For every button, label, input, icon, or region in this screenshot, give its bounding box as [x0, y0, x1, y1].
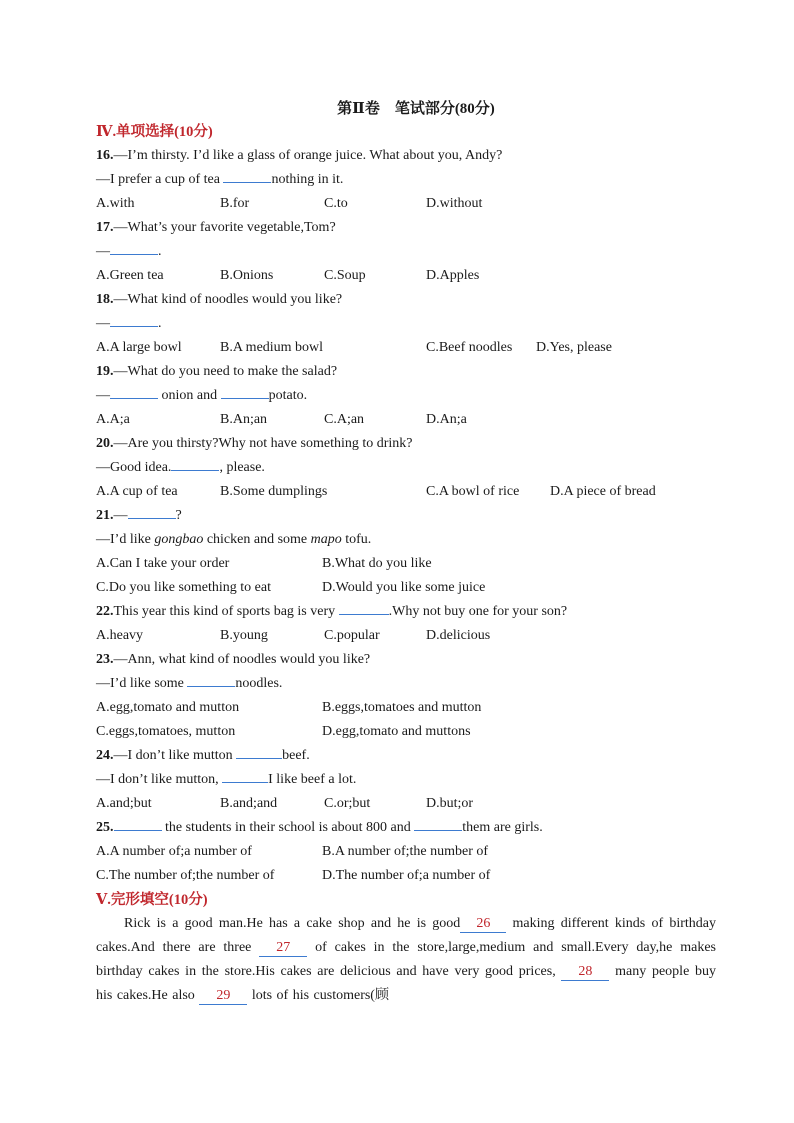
question-21-options-row2: [96, 576, 716, 600]
option-b[interactable]: B.Some dumplings: [220, 484, 328, 499]
passage-text: lots of his customers(顾: [247, 988, 389, 1003]
question-text: —: [96, 388, 110, 403]
question-25-stem: [96, 816, 716, 840]
question-20-options: [96, 480, 716, 504]
question-text: —I don’t like mutton: [113, 748, 237, 763]
passage-text: many people buy his cakes.He also: [96, 964, 716, 1003]
cloze-blank-29[interactable]: 29: [199, 988, 247, 1005]
question-text: .: [158, 316, 162, 331]
question-17-stem: [96, 216, 716, 240]
option-b[interactable]: B.A number of;the number of: [322, 844, 489, 859]
option-a[interactable]: A.A large bowl: [96, 340, 182, 355]
question-19-options: [96, 408, 716, 432]
dish-name: mapo: [310, 532, 342, 547]
question-16-options: [96, 192, 716, 216]
option-c[interactable]: C.A;an: [324, 412, 365, 427]
answer-blank[interactable]: [110, 240, 158, 255]
option-b[interactable]: B.young: [220, 628, 268, 643]
answer-blank[interactable]: [110, 384, 158, 399]
option-d[interactable]: D.The number of;a number of: [322, 868, 491, 883]
question-text: .: [158, 244, 162, 259]
question-17-line2: [96, 240, 716, 264]
question-text: —What do you need to make the salad?: [113, 364, 338, 379]
question-25-options-row1: [96, 840, 716, 864]
question-22-stem: [96, 600, 716, 624]
question-text: , please.: [219, 460, 265, 475]
question-21-stem: [96, 504, 716, 528]
question-number: 18.: [96, 292, 114, 307]
question-text: —I’d like: [96, 532, 155, 547]
option-d[interactable]: D.Would you like some juice: [322, 580, 486, 595]
option-d[interactable]: D.without: [426, 196, 483, 211]
question-text: —: [113, 508, 128, 523]
question-text: I like beef a lot.: [268, 772, 357, 787]
answer-blank[interactable]: [339, 600, 389, 615]
option-a[interactable]: A.heavy: [96, 628, 144, 643]
question-number: 20.: [96, 436, 114, 451]
question-text: —Are you thirsty?Why not have something to drink?: [113, 436, 413, 451]
option-b[interactable]: B.for: [220, 196, 250, 211]
passage-text: Rick is a good man.He has a cake shop and he is good: [124, 916, 461, 931]
section-5-heading: Ⅴ.完形填空(10分): [96, 892, 208, 908]
section-4-heading: Ⅳ.单项选择(10分): [96, 124, 213, 140]
option-a[interactable]: A.Green tea: [96, 268, 164, 283]
option-a[interactable]: A.egg,tomato and mutton: [96, 700, 240, 715]
answer-blank[interactable]: [414, 816, 462, 831]
question-text: .Why not buy one for your son?: [388, 604, 568, 619]
option-d[interactable]: D.but;or: [426, 796, 474, 811]
option-b[interactable]: B.A medium bowl: [220, 340, 324, 355]
question-text: them are girls.: [462, 820, 543, 835]
question-text: —What kind of noodles would you like?: [113, 292, 343, 307]
option-c[interactable]: C.eggs,tomatoes, mutton: [96, 724, 236, 739]
option-a[interactable]: A.Can I take your order: [96, 556, 230, 571]
option-d[interactable]: D.An;a: [426, 412, 467, 427]
question-text: the students in their school is about 800 and: [161, 820, 415, 835]
answer-blank[interactable]: [114, 816, 162, 831]
question-text: —I don’t like mutton,: [96, 772, 223, 787]
option-c[interactable]: C.popular: [324, 628, 380, 643]
question-20-stem: [96, 432, 716, 456]
question-18-stem: [96, 288, 716, 312]
question-24-options: [96, 792, 716, 816]
question-text: noodles.: [235, 676, 283, 691]
question-24-line2: [96, 768, 716, 792]
option-b[interactable]: B.An;an: [220, 412, 268, 427]
question-text: —: [96, 244, 110, 259]
option-c[interactable]: C.Soup: [324, 268, 366, 283]
cloze-blank-27[interactable]: 27: [259, 940, 307, 957]
question-text: chicken and some: [203, 532, 311, 547]
answer-blank[interactable]: [221, 384, 269, 399]
answer-blank[interactable]: [171, 456, 219, 471]
question-16-line2: [96, 168, 716, 192]
option-a[interactable]: A.with: [96, 196, 135, 211]
question-20-line2: [96, 456, 716, 480]
question-number: 17.: [96, 220, 114, 235]
question-number: 23.: [96, 652, 114, 667]
page-title: 第Ⅱ卷 笔试部分(80分): [337, 101, 495, 117]
question-16-stem: [96, 144, 716, 168]
answer-blank[interactable]: [223, 168, 271, 183]
option-b[interactable]: B.and;and: [220, 796, 278, 811]
answer-blank[interactable]: [128, 504, 176, 519]
cloze-blank-28[interactable]: 28: [561, 964, 609, 981]
question-text: —Ann, what kind of noodles would you like?: [113, 652, 371, 667]
option-c[interactable]: C.or;but: [324, 796, 371, 811]
option-d[interactable]: D.delicious: [426, 628, 491, 643]
option-d[interactable]: D.Yes, please: [536, 340, 612, 355]
question-text: —I’m thirsty. I’d like a glass of orange juice. What about you, Andy?: [113, 148, 503, 163]
option-c[interactable]: C.to: [324, 196, 348, 211]
option-c[interactable]: C.A bowl of rice: [426, 484, 520, 499]
question-text: —I prefer a cup of tea: [96, 172, 224, 187]
option-b[interactable]: B.What do you like: [322, 556, 432, 571]
option-b[interactable]: B.Onions: [220, 268, 274, 283]
question-text: nothing in it.: [271, 172, 344, 187]
question-22-options: [96, 624, 716, 648]
question-18-options: [96, 336, 716, 360]
dish-name: gongbao: [154, 532, 204, 547]
option-a[interactable]: A.A number of;a number of: [96, 844, 252, 859]
answer-blank[interactable]: [110, 312, 158, 327]
question-text: —I’d like some: [96, 676, 188, 691]
option-c[interactable]: C.Beef noodles: [426, 340, 513, 355]
option-a[interactable]: A.and;but: [96, 796, 152, 811]
option-a[interactable]: A.A cup of tea: [96, 484, 178, 499]
question-23-options-row2: [96, 720, 716, 744]
answer-blank[interactable]: [222, 768, 268, 783]
option-d[interactable]: D.A piece of bread: [550, 484, 656, 499]
question-23-options-row1: [96, 696, 716, 720]
question-18-line2: [96, 312, 716, 336]
question-23-stem: [96, 648, 716, 672]
question-number: 24.: [96, 748, 114, 763]
question-number: 25.: [96, 820, 114, 835]
question-text: —Good idea.: [96, 460, 172, 475]
passage-text: of cakes in the store,large,medium and small.Every day,he makes birthday cakes in the store.His cakes are delicious and have very good prices,: [96, 940, 716, 979]
cloze-passage: [96, 912, 716, 1008]
option-b[interactable]: B.eggs,tomatoes and mutton: [322, 700, 482, 715]
cloze-blank-26[interactable]: 26: [460, 916, 506, 933]
question-number: 21.: [96, 508, 114, 523]
passage-text: making different kinds of birthday cakes.And there are three: [96, 916, 717, 955]
question-text: —: [96, 316, 110, 331]
question-number: 19.: [96, 364, 114, 379]
question-text: beef.: [282, 748, 310, 763]
question-21-line2: [96, 528, 716, 552]
question-text: onion and: [158, 388, 221, 403]
option-c[interactable]: C.The number of;the number of: [96, 868, 275, 883]
question-17-options: [96, 264, 716, 288]
question-text: tofu.: [341, 532, 372, 547]
question-19-line2: [96, 384, 716, 408]
option-d[interactable]: D.egg,tomato and muttons: [322, 724, 471, 739]
question-text: This year this kind of sports bag is very: [113, 604, 339, 619]
question-19-stem: [96, 360, 716, 384]
answer-blank[interactable]: [236, 744, 282, 759]
question-text: —What’s your favorite vegetable,Tom?: [113, 220, 336, 235]
answer-blank[interactable]: [187, 672, 235, 687]
question-25-options-row2: [96, 864, 716, 888]
question-number: 22.: [96, 604, 114, 619]
option-a[interactable]: A.A;a: [96, 412, 130, 427]
option-c[interactable]: C.Do you like something to eat: [96, 580, 271, 595]
question-number: 16.: [96, 148, 114, 163]
question-21-options-row1: [96, 552, 716, 576]
question-text: potato.: [268, 388, 308, 403]
question-23-line2: [96, 672, 716, 696]
option-d[interactable]: D.Apples: [426, 268, 480, 283]
exam-page: [96, 98, 716, 1008]
question-24-stem: [96, 744, 716, 768]
question-text: ?: [175, 508, 182, 523]
